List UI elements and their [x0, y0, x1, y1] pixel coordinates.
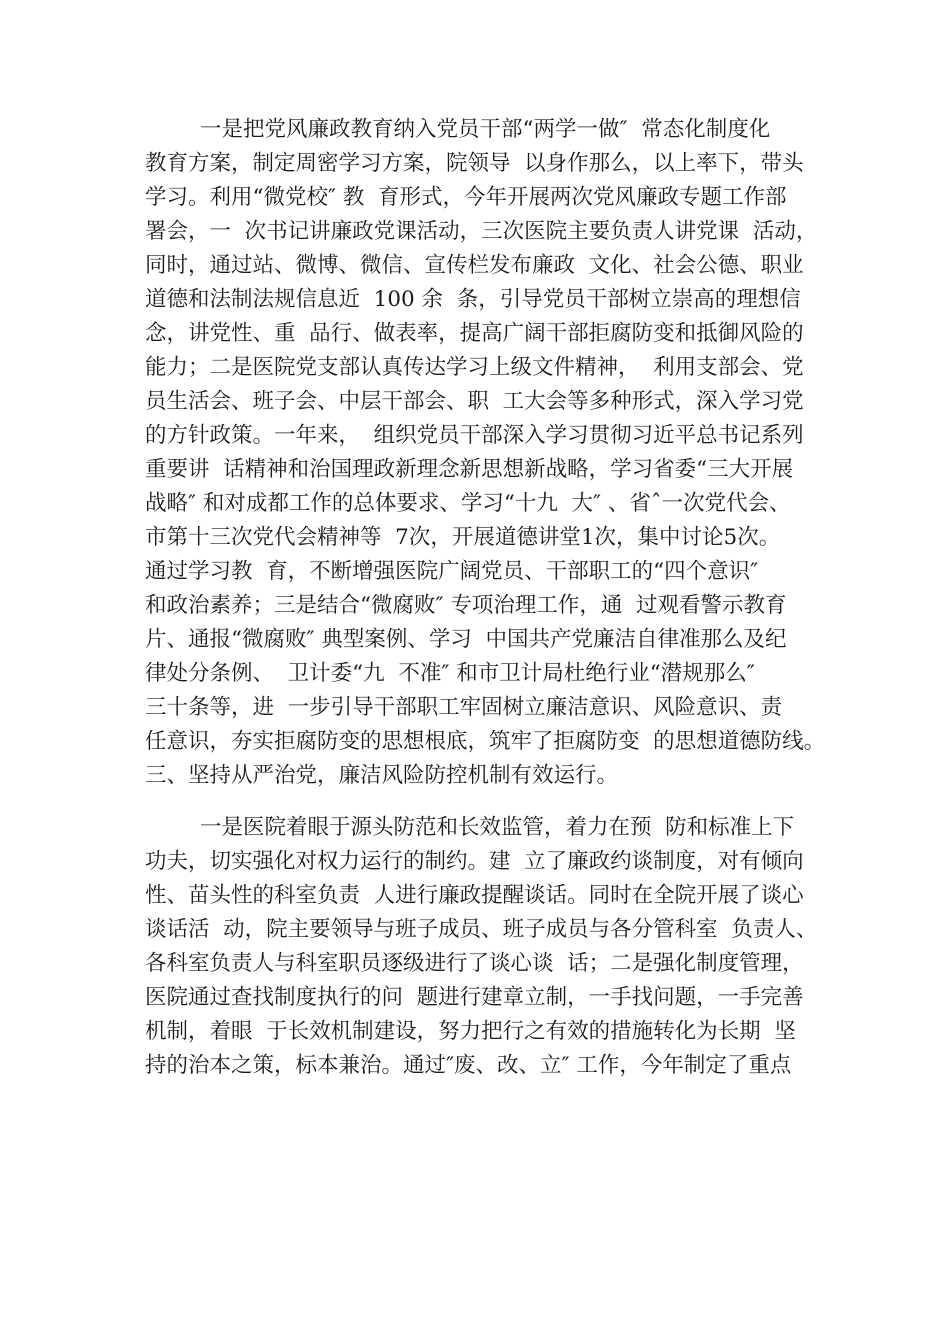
paragraph-1-line: 能力；二是医院党支部认真传达学习上级文件精神， 利用支部会、党 [145, 355, 804, 380]
paragraph-1-line: 道德和法制法规信息近 100 余 条，引导党员干部树立崇高的理想信 [145, 287, 801, 312]
section-heading: 三、坚持从严治党，廉洁风险防控机制有效运行。 [145, 763, 619, 788]
paragraph-1-line: 员生活会、班子会、中层干部会、职 工大会等多种形式，深入学习党 [145, 389, 804, 414]
paragraph-2-line: 各科室负责人与科室职员逐级进行了谈心谈 话；二是强化制度管理， [145, 951, 804, 976]
paragraph-1-line: 的方针政策。一年来， 组织党员干部深入学习贯彻习近平总书记系列 [145, 423, 804, 448]
paragraph-2-line: 持的治本之策，标本兼治。通过″废、改、立″ 工作，今年制定了重点 [145, 1053, 792, 1078]
paragraph-1-line: 教育方案，制定周密学习方案，院领导 以身作那么，以上率下，带头 [145, 151, 804, 176]
paragraph-2-line: 机制，着眼 于长效机制建设，努力把行之有效的措施转化为长期 坚 [145, 1019, 796, 1044]
paragraph-1-line: 署会，一 次书记讲廉政党课活动，三次医院主要负责人讲党课 活动， [145, 219, 818, 244]
paragraph-1-line: 念，讲党性、重 品行、做表率，提高广阔干部拒腐防变和抵御风险的 [145, 321, 804, 346]
paragraph-1-line: 一是把党风廉政教育纳入党员干部“两学一做″ 常态化制度化 [200, 117, 771, 142]
paragraph-1-line: 片、通报“微腐败″ 典型案例、学习 中国共产党廉洁自律准那么及纪 [145, 627, 787, 652]
paragraph-2-line: 医院通过查找制度执行的问 题进行建章立制，一手找问题，一手完善 [145, 985, 804, 1010]
paragraph-1-line: 律处分条例、 卫计委“九 不准″ 和市卫计局杜绝行业“潜规那么″ [145, 661, 755, 686]
paragraph-1-line: 重要讲 话精神和治国理政新理念新思想新战略，学习省委“三大开展 [145, 457, 794, 482]
paragraph-2-line: 一是医院着眼于源头防范和长效监管，着力在预 防和标准上下 [200, 815, 795, 840]
paragraph-2-line: 谈话活 动，院主要领导与班子成员、班子成员与各分管科室 负责人、 [145, 917, 818, 942]
paragraph-1-line: 战略″ 和对成都工作的总体要求、学习“十九 大″ 、省ˆ一次党代会、 [145, 491, 791, 516]
paragraph-2-line: 功夫，切实强化对权力运行的制约。建 立了廉政约谈制度，对有倾向 [145, 849, 804, 874]
paragraph-1-line: 市第十三次党代会精神等 7次，开展道德讲堂1次，集中讨论5次。 [145, 525, 781, 550]
paragraph-1-line: 学习。利用“微党校″ 教 育形式，今年开展两次党风廉政专题工作部 [145, 185, 787, 210]
paragraph-1-line: 三十条等，进 一步引导干部职工牢固树立廉洁意识、风险意识、责 [145, 695, 783, 720]
paragraph-1-line: 任意识，夯实拒腐防变的思想根底，筑牢了拒腐防变 的思想道德防线。 [145, 729, 826, 754]
paragraph-2-line: 性、苗头性的科室负责 人进行廉政提醒谈话。同时在全院开展了谈心 [145, 883, 804, 908]
paragraph-1-line: 和政治素养；三是结合“微腐败″ 专项治理工作，通 过观看警示教育 [145, 593, 787, 618]
paragraph-1-line: 同时，通过站、微博、微信、宣传栏发布廉政 文化、社会公德、职业 [145, 253, 804, 278]
paragraph-1-line: 通过学习教 育，不断增强医院广阔党员、干部职工的“四个意识″ [145, 559, 759, 584]
